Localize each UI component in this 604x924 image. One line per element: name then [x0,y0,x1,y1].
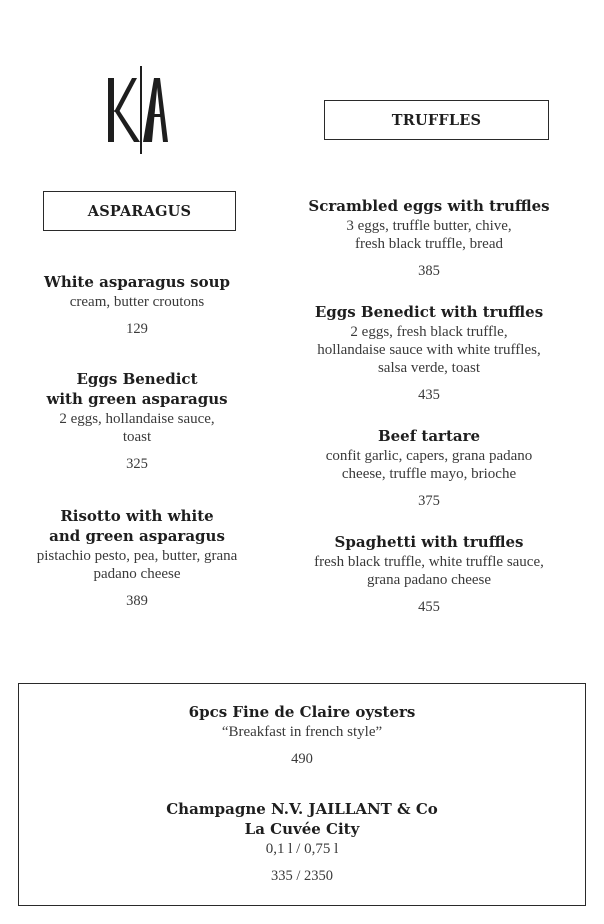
item-price: 325 [126,456,148,472]
item-price: 490 [291,751,313,767]
section-title-asparagus: ASPARAGUS [43,191,236,231]
menu-item [26,506,248,610]
item-price: 389 [126,593,148,609]
menu-item [305,532,553,616]
special-offer-box [18,683,586,906]
ka-logo-icon [100,62,176,158]
item-description: pistachio pesto, pea, butter, grana padano cheese [36,548,238,582]
item-description: fresh black truffle, white truffle sauce, grana padano cheese [314,554,544,588]
item-price: 129 [126,321,148,337]
menu-item [26,272,248,338]
menu-item [19,702,585,768]
item-name: Scrambled eggs with truffles [308,197,550,215]
menu-item [305,302,553,404]
item-description: 2 eggs, fresh black truffle, hollandaise sauce with white truffles, salsa verde, toast [317,324,541,376]
item-description: 0,1 l / 0,75 l [265,841,339,857]
item-price: 435 [418,387,440,403]
item-name: 6pcs Fine de Claire oysters [188,703,416,721]
item-name: White asparagus soup [43,273,231,291]
item-name: Eggs Benedict with truffles [314,303,544,321]
item-name: Risotto with white and green asparagus [49,507,225,545]
menu-item [305,196,553,280]
item-price: 385 [418,263,440,279]
item-name: Champagne N.V. JAILLANT & Co La Cuvée City [166,800,438,838]
item-price: 335 / 2350 [270,868,334,884]
item-description: cream, butter croutons [69,294,205,310]
item-description: confit garlic, capers, grana padano cheese, truffle mayo, brioche [325,448,533,482]
item-description: 3 eggs, truffle butter, chive, fresh black truffle, bread [346,218,512,252]
item-name: Eggs Benedict with green asparagus [46,370,228,408]
item-name: Spaghetti with truffles [334,533,524,551]
menu-item [26,369,248,473]
item-description: 2 eggs, hollandaise sauce, toast [59,411,215,445]
section-title-truffles: TRUFFLES [324,100,549,140]
menu-item [19,799,585,885]
item-price: 455 [418,599,440,615]
item-price: 375 [418,493,440,509]
item-name: Beef tartare [377,427,481,445]
item-description: “Breakfast in french style” [221,724,383,740]
menu-item [305,426,553,510]
